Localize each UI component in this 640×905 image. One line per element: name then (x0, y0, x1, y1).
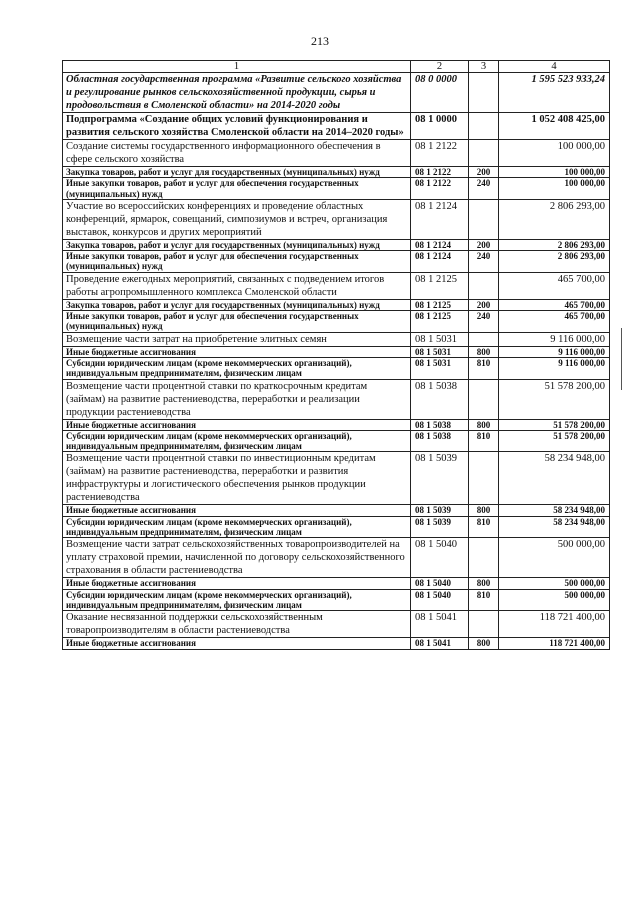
row-amount-cell: 58 234 948,00 (499, 505, 610, 516)
row-expense-type-cell: 810 (469, 357, 499, 379)
row-expense-type-cell: 800 (469, 578, 499, 589)
row-code-cell: 08 1 5039 (411, 516, 469, 538)
header-col-2: 2 (411, 61, 469, 73)
row-amount-cell: 1 052 408 425,00 (499, 113, 610, 140)
row-name-cell: Областная государственная программа «Развитие сельского хозяйства и регулирование рынков сельскохозяйственной продукции, сырья и продовольствия в Смоленской области» на 2014-2020 годы (63, 73, 411, 113)
row-code-cell: 08 1 5031 (411, 332, 469, 346)
row-name-cell: Возмещение части процентной ставки по инвестиционным кредитам (займам) на развитие растениеводства, переработки и развития инфраструктуры и логистического обеспечения рынков продукции растениеводства (63, 452, 411, 505)
table-row (63, 299, 610, 310)
row-name-cell: Подпрограмма «Создание общих условий функционирования и развития сельского хозяйства Смоленской области на 2014–2020 годы» (63, 113, 411, 140)
row-name-cell: Закупка товаров, работ и услуг для государственных (муниципальных) нужд (63, 299, 411, 310)
table-row (63, 199, 610, 239)
row-name-cell: Субсидии юридическим лицам (кроме некоммерческих организаций), индивидуальным предпринимателям, физическим лицам (63, 589, 411, 611)
row-expense-type-cell (469, 332, 499, 346)
row-amount-cell: 9 116 000,00 (499, 357, 610, 379)
row-expense-type-cell: 200 (469, 239, 499, 250)
row-code-cell: 08 1 2124 (411, 199, 469, 239)
table-row (63, 379, 610, 419)
table-row (63, 272, 610, 299)
row-expense-type-cell (469, 452, 499, 505)
row-code-cell: 08 1 2124 (411, 239, 469, 250)
budget-table-container (62, 60, 609, 650)
table-row (63, 611, 610, 638)
row-amount-cell: 465 700,00 (499, 272, 610, 299)
header-col-4: 4 (499, 61, 610, 73)
table-row (63, 167, 610, 178)
table-row (63, 357, 610, 379)
header-row (63, 61, 610, 73)
budget-table (62, 60, 610, 650)
row-expense-type-cell (469, 140, 499, 167)
row-code-cell: 08 1 0000 (411, 113, 469, 140)
row-expense-type-cell (469, 379, 499, 419)
table-row (63, 140, 610, 167)
row-expense-type-cell (469, 113, 499, 140)
row-amount-cell: 100 000,00 (499, 178, 610, 200)
row-name-cell: Возмещение части процентной ставки по краткосрочным кредитам (займам) на развитие растениеводства, переработки и реализации продукции растениеводства (63, 379, 411, 419)
table-row (63, 419, 610, 430)
row-amount-cell: 100 000,00 (499, 140, 610, 167)
table-row (63, 113, 610, 140)
row-amount-cell: 1 595 523 933,24 (499, 73, 610, 113)
row-expense-type-cell: 810 (469, 516, 499, 538)
row-code-cell: 08 1 2125 (411, 272, 469, 299)
row-amount-cell: 500 000,00 (499, 589, 610, 611)
table-row (63, 73, 610, 113)
row-amount-cell: 58 234 948,00 (499, 516, 610, 538)
row-name-cell: Проведение ежегодных мероприятий, связанных с подведением итогов работы агропромышленного комплекса Смоленской области (63, 272, 411, 299)
row-code-cell: 08 1 2122 (411, 167, 469, 178)
row-name-cell: Оказание несвязанной поддержки сельскохозяйственным товаропроизводителям в области растениеводства (63, 611, 411, 638)
row-expense-type-cell: 800 (469, 638, 499, 649)
row-expense-type-cell: 810 (469, 589, 499, 611)
row-expense-type-cell: 240 (469, 311, 499, 333)
row-name-cell: Возмещение части затрат сельскохозяйственных товаропроизводителей на уплату страховой премии, начисленной по договору сельскохозяйственного страхования в области растениеводства (63, 538, 411, 578)
row-code-cell: 08 1 2124 (411, 251, 469, 273)
table-row (63, 505, 610, 516)
row-name-cell: Иные бюджетные ассигнования (63, 419, 411, 430)
row-amount-cell: 2 806 293,00 (499, 239, 610, 250)
row-name-cell: Возмещение части затрат на приобретение элитных семян (63, 332, 411, 346)
table-row (63, 178, 610, 200)
row-code-cell: 08 1 5038 (411, 430, 469, 452)
row-code-cell: 08 1 5040 (411, 578, 469, 589)
row-code-cell: 08 1 2125 (411, 299, 469, 310)
row-name-cell: Иные бюджетные ассигнования (63, 346, 411, 357)
row-expense-type-cell: 240 (469, 251, 499, 273)
row-amount-cell: 465 700,00 (499, 311, 610, 333)
row-name-cell: Участие во всероссийских конференциях и проведение областных конференций, ярмарок, совещаний, симпозиумов и встреч, организация выставок, конкурсов и других мероприятий (63, 199, 411, 239)
row-amount-cell: 118 721 400,00 (499, 611, 610, 638)
row-name-cell: Иные бюджетные ассигнования (63, 505, 411, 516)
row-code-cell: 08 1 2125 (411, 311, 469, 333)
row-amount-cell: 500 000,00 (499, 578, 610, 589)
row-code-cell: 08 1 5031 (411, 357, 469, 379)
row-expense-type-cell: 800 (469, 419, 499, 430)
row-expense-type-cell (469, 272, 499, 299)
row-code-cell: 08 1 5041 (411, 611, 469, 638)
table-header (63, 61, 610, 73)
row-code-cell: 08 1 5040 (411, 538, 469, 578)
row-code-cell: 08 0 0000 (411, 73, 469, 113)
table-row (63, 430, 610, 452)
row-code-cell: 08 1 5040 (411, 589, 469, 611)
table-row (63, 311, 610, 333)
header-col-1: 1 (63, 61, 411, 73)
table-row (63, 589, 610, 611)
row-code-cell: 08 1 5041 (411, 638, 469, 649)
row-name-cell: Иные закупки товаров, работ и услуг для обеспечения государственных (муниципальных) нужд (63, 178, 411, 200)
row-name-cell: Субсидии юридическим лицам (кроме некоммерческих организаций), индивидуальным предпринимателям, физическим лицам (63, 357, 411, 379)
row-code-cell: 08 1 5038 (411, 379, 469, 419)
margin-mark (621, 328, 622, 390)
row-amount-cell: 500 000,00 (499, 538, 610, 578)
table-row (63, 516, 610, 538)
row-name-cell: Иные бюджетные ассигнования (63, 578, 411, 589)
row-name-cell: Иные закупки товаров, работ и услуг для обеспечения государственных (муниципальных) нужд (63, 311, 411, 333)
table-row (63, 538, 610, 578)
page-number: 213 (311, 34, 329, 48)
row-expense-type-cell: 800 (469, 505, 499, 516)
row-code-cell: 08 1 5031 (411, 346, 469, 357)
table-row (63, 346, 610, 357)
row-expense-type-cell: 200 (469, 167, 499, 178)
row-name-cell: Иные бюджетные ассигнования (63, 638, 411, 649)
row-expense-type-cell (469, 611, 499, 638)
table-body (63, 73, 610, 650)
table-row (63, 638, 610, 649)
row-code-cell: 08 1 5039 (411, 505, 469, 516)
row-name-cell: Закупка товаров, работ и услуг для государственных (муниципальных) нужд (63, 239, 411, 250)
row-amount-cell: 9 116 000,00 (499, 346, 610, 357)
row-name-cell: Иные закупки товаров, работ и услуг для обеспечения государственных (муниципальных) нужд (63, 251, 411, 273)
table-row (63, 452, 610, 505)
row-amount-cell: 51 578 200,00 (499, 379, 610, 419)
table-row (63, 578, 610, 589)
row-amount-cell: 2 806 293,00 (499, 251, 610, 273)
row-name-cell: Создание системы государственного информационного обеспечения в сфере сельского хозяйства (63, 140, 411, 167)
row-expense-type-cell: 240 (469, 178, 499, 200)
row-expense-type-cell: 810 (469, 430, 499, 452)
row-amount-cell: 465 700,00 (499, 299, 610, 310)
table-row (63, 239, 610, 250)
row-code-cell: 08 1 2122 (411, 178, 469, 200)
row-code-cell: 08 1 2122 (411, 140, 469, 167)
table-row (63, 251, 610, 273)
row-name-cell: Субсидии юридическим лицам (кроме некоммерческих организаций), индивидуальным предпринимателям, физическим лицам (63, 516, 411, 538)
row-amount-cell: 51 578 200,00 (499, 430, 610, 452)
row-code-cell: 08 1 5038 (411, 419, 469, 430)
row-amount-cell: 100 000,00 (499, 167, 610, 178)
header-col-3: 3 (469, 61, 499, 73)
row-name-cell: Закупка товаров, работ и услуг для государственных (муниципальных) нужд (63, 167, 411, 178)
row-amount-cell: 2 806 293,00 (499, 199, 610, 239)
row-expense-type-cell (469, 199, 499, 239)
row-expense-type-cell (469, 73, 499, 113)
row-expense-type-cell: 200 (469, 299, 499, 310)
row-name-cell: Субсидии юридическим лицам (кроме некоммерческих организаций), индивидуальным предпринимателям, физическим лицам (63, 430, 411, 452)
row-amount-cell: 9 116 000,00 (499, 332, 610, 346)
row-amount-cell: 58 234 948,00 (499, 452, 610, 505)
table-row (63, 332, 610, 346)
row-expense-type-cell (469, 538, 499, 578)
row-amount-cell: 51 578 200,00 (499, 419, 610, 430)
row-amount-cell: 118 721 400,00 (499, 638, 610, 649)
row-expense-type-cell: 800 (469, 346, 499, 357)
row-code-cell: 08 1 5039 (411, 452, 469, 505)
